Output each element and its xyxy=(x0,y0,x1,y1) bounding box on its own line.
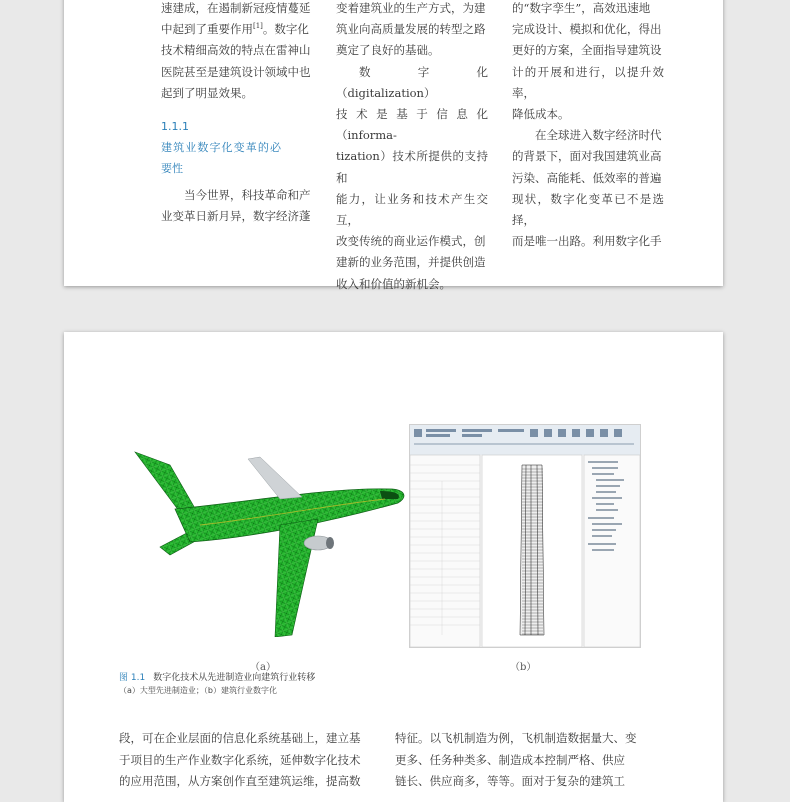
text-line: 数 字 化（digitalization） xyxy=(336,64,488,100)
text-line: 更好的方案，全面指导建筑设 xyxy=(512,43,662,58)
airplane-wireframe-image xyxy=(130,447,410,637)
page-bottom xyxy=(64,332,723,802)
text-line: 当今世界，科技革命和产 xyxy=(184,188,311,203)
column-3 xyxy=(512,0,664,252)
text-line: 更多、任务种类多、制造成本控制严格、供应 xyxy=(395,752,625,767)
text-line: 收入和价值的新机会。 xyxy=(336,276,451,291)
text-line: 起到了明显效果。 xyxy=(161,85,253,100)
figure-number: 图 1.1 xyxy=(119,673,146,683)
body-text-right xyxy=(395,728,645,793)
text-line: 降低成本。 xyxy=(512,107,570,122)
text-line: 技术是基于信息化（informa- xyxy=(336,107,488,143)
text-line: 链长、供应商多，等等。面对于复杂的建筑工 xyxy=(395,774,625,788)
reference-mark: [1] xyxy=(253,22,263,31)
bim-software-screenshot xyxy=(409,424,641,648)
text-line: 而是唯一出路。利用数字化手 xyxy=(512,234,662,249)
column-1 xyxy=(161,0,311,228)
text-line: 的背景下，面对我国建筑业高 xyxy=(512,149,662,164)
text-line: 计的开展和进行，以提升效率， xyxy=(512,64,664,100)
subfigure-label-b: （b） xyxy=(510,662,537,673)
text-line: 段，可在企业层面的信息化系统基础上，建立基 xyxy=(119,731,361,745)
software-window-graphic xyxy=(410,425,640,647)
text-line: tization）技术所提供的支持和 xyxy=(336,149,488,185)
text-line: 能力，让业务和技术产生交互， xyxy=(336,191,488,228)
figure-caption xyxy=(119,670,315,683)
text-line: 筑业向高质量发展的转型之路 xyxy=(336,22,486,37)
text-line: 改变传统的商业运作模式，创 xyxy=(336,234,486,249)
text-line: 于项目的生产作业数字化系统，延伸数字化技术 xyxy=(119,752,361,767)
text-line: 的“数字孪生”，高效迅速地 xyxy=(512,1,651,15)
text-span: 。数字化 xyxy=(262,22,309,37)
text-line: 奠定了良好的基础。 xyxy=(336,43,440,58)
text-line: 技术精细高效的特点在雷神山 xyxy=(161,43,311,58)
figure-caption-text: 数字化技术从先进制造业向建筑行业转移 xyxy=(153,673,316,683)
column-2 xyxy=(336,0,488,295)
subfigure-label-a: （a） xyxy=(250,662,276,673)
section-title: 建筑业数字化变革的必要性 xyxy=(161,141,281,176)
section-heading xyxy=(161,116,311,179)
figure-subcaption: （a）大型先进制造业；（b）建筑行业数字化 xyxy=(119,686,277,695)
text-line xyxy=(161,19,311,40)
body-text-left xyxy=(119,728,369,793)
text-line: 现状，数字化变革已不是选择， xyxy=(512,191,664,228)
text-line: 速建成，在遏制新冠疫情蔓延 xyxy=(161,1,311,15)
text-line: 变着建筑业的生产方式，为建 xyxy=(336,1,486,15)
text-line: 业变革日新月异，数字经济蓬 xyxy=(161,209,311,224)
text-line: 的应用范围，从方案创作直至建筑运维，提高数 xyxy=(119,774,361,788)
text-line: 建新的业务范围，并提供创造 xyxy=(336,255,486,270)
text-line: 污染、高能耗、低效率的普遍 xyxy=(512,170,662,185)
text-line: 特征。以飞机制造为例，飞机制造数据量大、变 xyxy=(395,731,637,745)
section-number: 1.1.1 xyxy=(161,120,189,134)
text-line: 完成设计、模拟和优化，得出 xyxy=(512,22,662,37)
text-line: 医院甚至是建筑设计领域中也 xyxy=(161,64,311,79)
page-top xyxy=(64,0,723,291)
text-line: 在全球进入数字经济时代 xyxy=(535,128,662,143)
text-span: 中起到了重要作用 xyxy=(161,22,253,37)
